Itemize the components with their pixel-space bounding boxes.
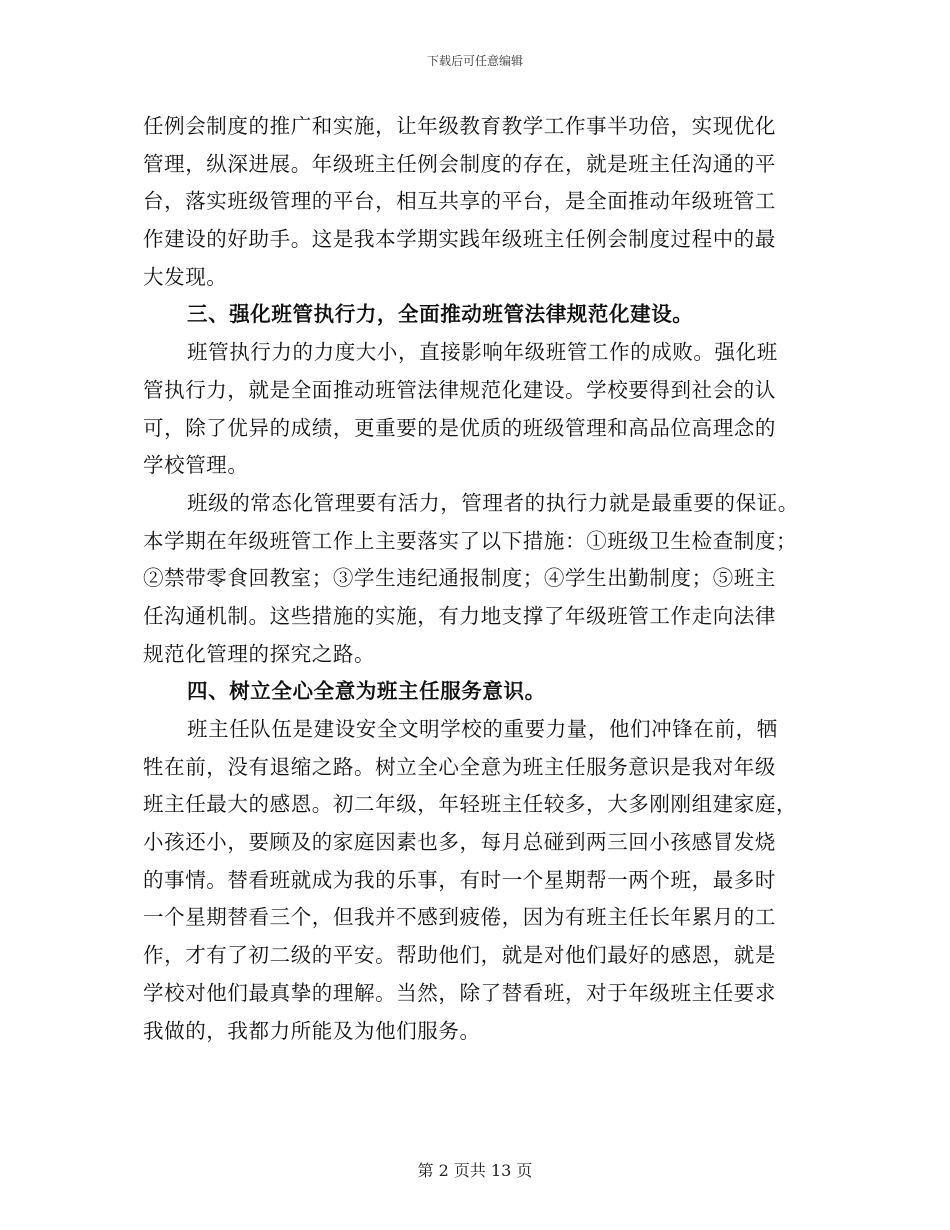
text-line: 班主任最大的感恩。初二年级，年轻班主任较多，大多刚刚组建家庭，	[143, 792, 798, 817]
text-line: 作，才有了初二级的平安。帮助他们，就是对他们最好的感恩，就是	[143, 943, 776, 968]
page-header: 下载后可任意编辑	[426, 54, 523, 68]
text-line: 管执行力，就是全面推动班管法律规范化建设。学校要得到社会的认	[143, 377, 776, 402]
text-line: 任沟通机制。这些措施的实施，有力地支撑了年级班管工作走向法律	[143, 603, 776, 628]
section-heading: 四、树立全心全意为班主任服务意识。	[187, 679, 546, 704]
text-line: 学校对他们最真挚的理解。当然，除了替看班，对于年级班主任要求	[143, 980, 776, 1005]
text-line: 小孩还小，要顾及的家庭因素也多，每月总碰到两三回小孩感冒发烧	[143, 830, 776, 855]
text-line: 本学期在年级班管工作上主要落实了以下措施：①班级卫生检查制度；	[143, 528, 798, 553]
text-line: 一个星期替看三个，但我并不感到疲倦，因为有班主任长年累月的工	[143, 905, 776, 930]
section-heading: 三、强化班管执行力，全面推动班管法律规范化建设。	[187, 302, 694, 327]
page-footer: 第 2 页共 13 页	[417, 1161, 533, 1180]
text-line: 学校管理。	[143, 453, 249, 478]
text-line: 台，落实班级管理的平台，相互共享的平台，是全面推动年级班管工	[143, 189, 776, 214]
text-line: ②禁带零食回教室；③学生违纪通报制度；④学生出勤制度；⑤班主	[143, 566, 776, 591]
text-line: 管理，纵深进展。年级班主任例会制度的存在，就是班主任沟通的平	[143, 151, 776, 176]
text-line: 牲在前，没有退缩之路。树立全心全意为班主任服务意识是我对年级	[143, 754, 776, 779]
text-line: 班管执行力的力度大小，直接影响年级班管工作的成败。强化班	[187, 340, 778, 365]
text-line: 规范化管理的探究之路。	[143, 641, 376, 666]
text-line: 班级的常态化管理要有活力，管理者的执行力就是最重要的保证。	[187, 490, 799, 515]
text-line: 大发现。	[143, 264, 228, 289]
text-line: 我做的，我都力所能及为他们服务。	[143, 1018, 481, 1043]
text-line: 作建设的好助手。这是我本学期实践年级班主任例会制度过程中的最	[143, 227, 776, 252]
text-line: 任例会制度的推广和实施，让年级教育教学工作事半功倍，实现优化	[143, 114, 776, 138]
text-line: 可，除了优异的成绩，更重要的是优质的班级管理和高品位高理念的	[143, 415, 776, 440]
text-line: 的事情。替看班就成为我的乐事，有时一个星期帮一两个班，最多时	[143, 867, 776, 892]
text-line: 班主任队伍是建设安全文明学校的重要力量，他们冲锋在前，牺	[187, 717, 778, 741]
document-body	[143, 108, 805, 1050]
